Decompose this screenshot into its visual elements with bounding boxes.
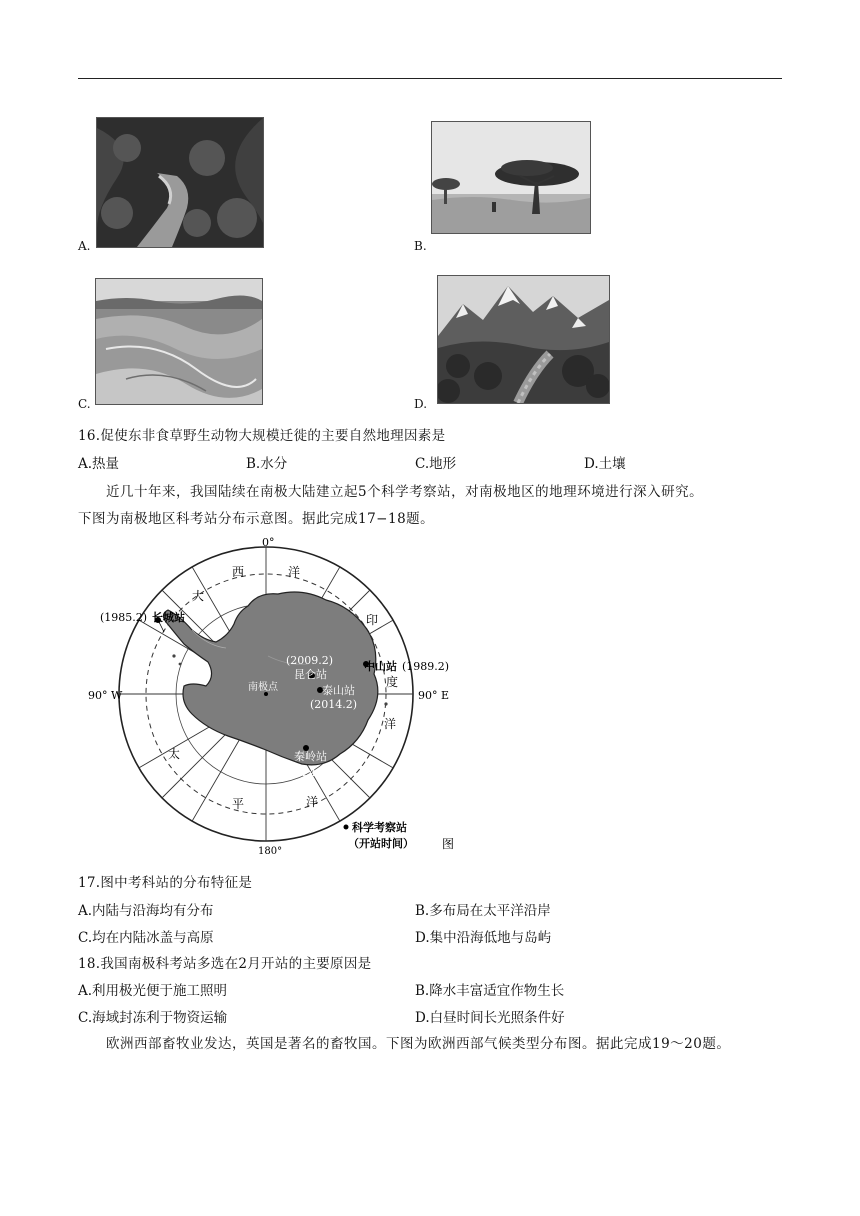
deg-180-label: 180° xyxy=(258,846,283,856)
q16-option-b: B.水分 xyxy=(246,456,288,472)
ocean-char-yin: 印 xyxy=(366,613,379,627)
photo-savanna-acacia xyxy=(431,121,591,234)
station-name-kunlun: 昆仑站 xyxy=(294,668,327,681)
photo-mountain-forest xyxy=(437,275,610,404)
q18-option-c: C.海域封冻利于物资运输 xyxy=(78,1010,228,1026)
q18-stem: 18.我国南极科考站多选在2月开站的主要原因是 xyxy=(78,956,372,972)
legend-sub: （开站时间） xyxy=(348,837,414,850)
q16-option-a: A.热量 xyxy=(78,456,120,472)
station-date-kunlun: (2009.2) xyxy=(286,654,334,667)
photo-forest-river xyxy=(96,117,264,248)
legend-label: 科学考察站 xyxy=(352,821,407,834)
intro-17-18-line1: 近几十年来，我国陆续在南极大陆建立起5个科学考察站，对南极地区的地理环境进行深入研究。 xyxy=(106,484,704,500)
legend-dot xyxy=(344,825,349,830)
q18-option-d: D.白昼时间长光照条件好 xyxy=(415,1010,565,1026)
ocean-char-xi: 西 xyxy=(232,565,245,579)
photo-a-letter: A. xyxy=(78,239,91,253)
station-date-changcheng: (1985.2) xyxy=(100,611,148,624)
legend-tail: 图 xyxy=(442,837,455,851)
intro-17-18-line2: 下图为南极地区科考站分布示意图。据此完成17−18题。 xyxy=(78,511,435,527)
q17-option-a: A.内陆与沿海均有分布 xyxy=(78,903,214,919)
ocean-char-ping: 平 xyxy=(232,797,245,811)
header-rule xyxy=(78,78,782,79)
ocean-char-yang2: 洋 xyxy=(384,717,397,731)
station-name-changcheng: 长城站 xyxy=(152,611,185,624)
q18-option-a: A.利用极光便于施工照明 xyxy=(78,983,228,999)
deg-90e-label: 90° E xyxy=(418,689,450,702)
q17-option-b: B.多布局在太平洋沿岸 xyxy=(415,903,551,919)
ocean-char-da: 大 xyxy=(192,589,205,603)
photo-d-letter: D. xyxy=(414,397,428,411)
station-name-qinling: 秦岭站 xyxy=(294,750,327,763)
q17-option-c: C.均在内陆冰盖与高原 xyxy=(78,930,214,946)
ocean-char-yang1: 洋 xyxy=(288,565,301,579)
q17-option-d: D.集中沿海低地与岛屿 xyxy=(415,930,552,946)
q17-stem: 17.图中考科站的分布特征是 xyxy=(78,875,253,891)
q16-option-d: D.土壤 xyxy=(584,456,626,472)
station-date-taishan: (2014.2) xyxy=(310,698,358,711)
deg-0-label: 0° xyxy=(262,536,275,549)
photo-c-letter: C. xyxy=(78,397,91,411)
south-pole-label: 南极点 xyxy=(248,682,278,693)
deg-90w-label: 90° W xyxy=(88,689,123,702)
ocean-char-du: 度 xyxy=(386,675,399,689)
station-date-qinling: (2024.2) xyxy=(284,766,332,779)
station-name-zhongshan: 中山站 xyxy=(364,660,397,673)
q16-stem: 16.促使东非食草野生动物大规模迁徙的主要自然地理因素是 xyxy=(78,428,446,444)
ocean-char-tai: 太 xyxy=(168,747,181,761)
q16-option-c: C.地形 xyxy=(415,456,457,472)
photo-b-letter: B. xyxy=(414,239,427,253)
ocean-char-yang3: 洋 xyxy=(306,795,319,809)
photo-desert-dunes xyxy=(95,278,263,405)
q18-option-b: B.降水丰富适宜作物生长 xyxy=(415,983,565,999)
antarctica-station-map xyxy=(88,536,468,856)
intro-19-20-line1: 欧洲西部畜牧业发达，英国是著名的畜牧国。下图为欧洲西部气候类型分布图。据此完成19～20题。 xyxy=(106,1036,731,1052)
station-name-taishan: 泰山站 xyxy=(322,684,355,697)
station-date-zhongshan: (1989.2) xyxy=(402,660,450,673)
